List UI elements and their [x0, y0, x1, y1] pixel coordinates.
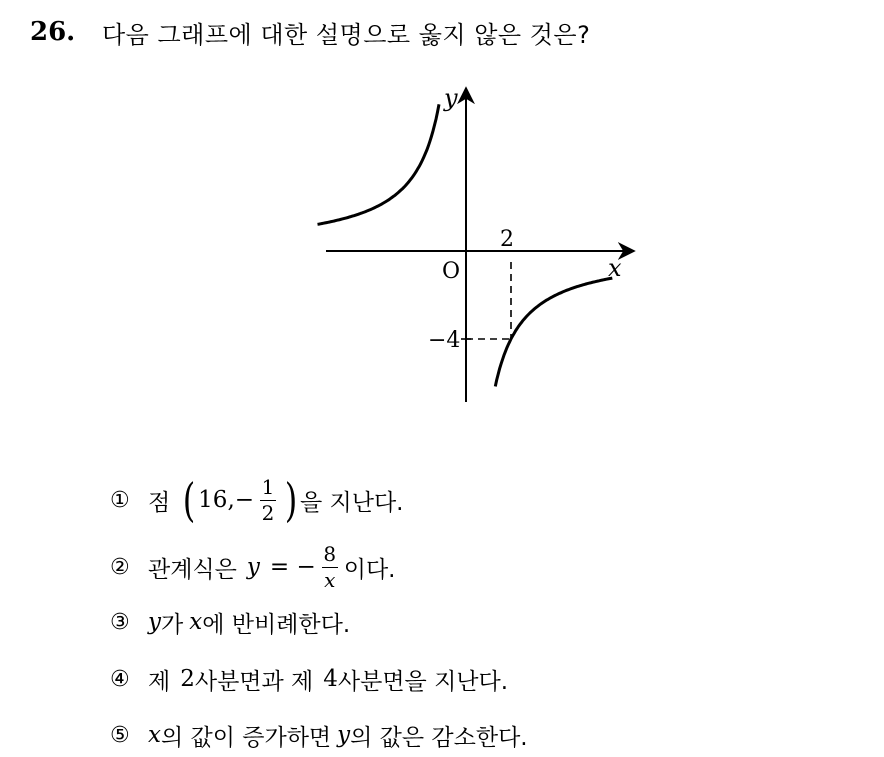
choice-2-frac-den: x — [324, 567, 336, 592]
choice-2-eq: = − — [269, 554, 316, 580]
y-tick-label: −4 — [428, 328, 461, 353]
choice-2-fraction — [322, 541, 338, 592]
choice-2-mark: ② — [110, 554, 130, 580]
choice-3-post: 에 반비례한다. — [202, 611, 351, 638]
choice-2-var: y — [246, 554, 260, 580]
choice-1-point-x: 16, — [198, 487, 235, 513]
origin-label: O — [442, 259, 461, 284]
close-paren: ) — [284, 473, 298, 527]
choice-5-mid: 의 값이 증가하면 — [160, 724, 332, 751]
y-axis-label: y — [444, 84, 458, 112]
curve-branch-lower — [495, 278, 612, 386]
curve-branch-upper — [318, 104, 440, 224]
choice-2[interactable] — [110, 541, 396, 592]
choice-3-var2: x — [189, 609, 203, 635]
x-tick-label: 2 — [500, 227, 514, 252]
choice-4-post: 사분면을 지난다. — [337, 668, 509, 695]
choice-1-frac-num: 1 — [261, 474, 275, 499]
choice-1-frac-den: 2 — [261, 500, 275, 525]
choice-5-var1: x — [148, 722, 161, 748]
choice-1[interactable] — [110, 473, 404, 527]
choice-1-pre: 점 — [148, 489, 171, 516]
choice-5[interactable] — [110, 713, 528, 757]
choice-2-pre: 관계식은 — [148, 556, 237, 583]
choice-5-mark: ⑤ — [110, 722, 130, 748]
question-text: 다음 그래프에 대한 설명으로 옳지 않은 것은? — [102, 20, 591, 49]
choice-3-mid: 가 — [161, 611, 184, 638]
choice-1-mark: ① — [110, 487, 130, 513]
choice-4-q1: 2 — [180, 666, 195, 692]
choice-3[interactable] — [110, 600, 350, 644]
choice-2-post: 이다. — [343, 556, 396, 583]
choice-1-fraction — [260, 474, 276, 525]
choice-5-var2: y — [337, 722, 351, 748]
choice-3-var1: y — [148, 609, 161, 635]
choice-2-frac-num: 8 — [323, 541, 337, 566]
choice-3-mark: ③ — [110, 609, 130, 635]
choice-4-q2: 4 — [323, 666, 338, 692]
open-paren: ( — [182, 473, 196, 527]
choice-1-frac-sign: − — [234, 487, 255, 513]
choice-1-post: 을 지난다. — [299, 489, 404, 516]
choice-4[interactable] — [110, 657, 508, 701]
choice-4-pre: 제 — [148, 668, 171, 695]
choice-5-post: 의 값은 감소한다. — [350, 724, 528, 751]
choice-4-mid: 사분면과 제 — [194, 668, 314, 695]
x-axis-label: x — [608, 254, 622, 282]
choice-4-mark: ④ — [110, 666, 130, 692]
question-number: 26. — [30, 17, 76, 47]
